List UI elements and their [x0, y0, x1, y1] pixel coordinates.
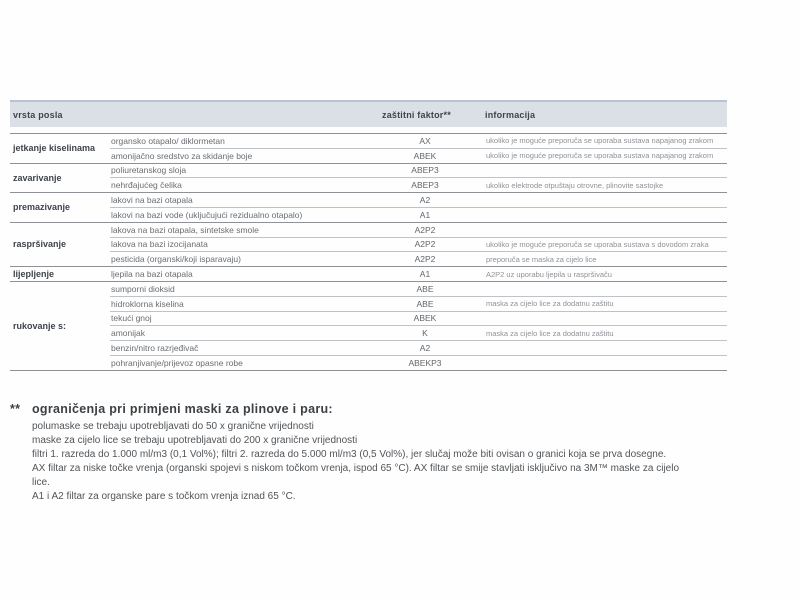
footnote-title: ograničenja pri primjeni maski za plinove i paru:	[32, 402, 333, 416]
work-category-cell: jetkanje kiselinama	[13, 143, 96, 154]
work-category-cell: zavarivanje	[13, 172, 62, 183]
footnote-line: filtri 1. razreda do 1.000 ml/m3 (0,1 Vol%); filtri 2. razreda do 5.000 ml/m3 (0,5 Vol%), jer slučaj može biti ovisan o granici koja se prva dosegne.	[32, 448, 667, 460]
table-row	[110, 193, 727, 208]
table-row	[110, 326, 727, 341]
protection-factor-cell: K	[422, 328, 428, 339]
work-item-cell: sumporni dioksid	[111, 283, 175, 294]
work-item-cell: hidroklorna kiselina	[111, 298, 184, 309]
protection-factor-cell: ABE	[416, 298, 434, 309]
group-rows	[110, 134, 727, 163]
protection-factor-cell: ABEKP3	[408, 357, 442, 368]
group-rows	[110, 223, 727, 266]
table-row	[110, 134, 727, 149]
work-item-cell: pesticida (organski/koji isparavaju)	[111, 254, 241, 265]
protection-factor-cell: ABE	[416, 283, 434, 294]
table-row	[110, 312, 727, 327]
information-cell: ukoliko je moguće preporuča se uporaba sustava s dovodom zraka	[486, 239, 709, 249]
footnote-line: A1 i A2 filtar za organske pare s točkom vrenja iznad 65 °C.	[32, 490, 296, 502]
table-row	[110, 267, 727, 281]
table-row	[110, 238, 727, 253]
table-row	[110, 164, 727, 179]
information-cell: maska za cijelo lice za dodatnu zaštitu	[486, 328, 614, 338]
table-group	[10, 282, 727, 371]
footnote-heading	[10, 402, 790, 416]
protection-factor-cell: ABEP3	[411, 165, 439, 176]
information-cell: A2P2 uz uporabu ljepila u raspršivaču	[486, 269, 612, 279]
table-group	[10, 193, 727, 223]
protection-factor-cell: A2P2	[414, 224, 436, 235]
protection-factor-cell: ABEP3	[411, 180, 439, 191]
group-rows	[110, 193, 727, 222]
group-rows	[110, 267, 727, 281]
work-category-cell: rukovanje s:	[13, 320, 67, 331]
group-rows	[110, 164, 727, 193]
work-item-cell: lakova na bazi izocijanata	[111, 239, 208, 250]
column-header-protection-factor: zaštitni faktor**	[382, 109, 451, 120]
protection-factor-cell: ABEK	[413, 313, 437, 324]
work-item-cell: lakovi na bazi vode (uključujući rezidualno otapalo)	[111, 209, 303, 220]
table-group	[10, 223, 727, 267]
footnote-line: AX filtar za niske točke vrenja (organski spojevi s niskom točkom vrenja, ispod 65 °C). AX filtar se smije stavljati isključivo na 3M™ maske za cijelo	[32, 462, 680, 474]
work-item-cell: amonijak	[111, 328, 146, 339]
information-cell: maska za cijelo lice za dodatnu zaštitu	[486, 299, 614, 309]
footnote-lines	[32, 420, 790, 503]
work-item-cell: pohranjivanje/prijevoz opasne robe	[111, 357, 243, 368]
protection-factor-cell: ABEK	[413, 150, 437, 161]
protection-factor-cell: A2P2	[414, 254, 436, 265]
work-category-cell: raspršivanje	[13, 239, 67, 250]
work-item-cell: ljepila na bazi otapala	[111, 269, 193, 280]
table-row	[110, 149, 727, 163]
table-row	[110, 252, 727, 266]
table-row	[110, 282, 727, 297]
protection-factor-table	[10, 100, 727, 371]
column-header-information: informacija	[485, 109, 536, 120]
protection-factor-cell: A1	[419, 269, 431, 280]
table-row	[110, 223, 727, 238]
table-group	[10, 267, 727, 282]
table-row	[110, 297, 727, 312]
work-item-cell: tekući gnoj	[111, 313, 152, 324]
protection-factor-cell: A2	[419, 195, 431, 206]
group-rows	[110, 282, 727, 370]
table-row	[110, 341, 727, 356]
table-group	[10, 134, 727, 164]
work-category-cell: premazivanje	[13, 202, 71, 213]
table-group	[10, 164, 727, 194]
work-item-cell: benzin/nitro razrjeđivač	[111, 343, 199, 354]
table-body	[10, 133, 727, 371]
work-item-cell: poliuretanskog sloja	[111, 165, 187, 176]
work-item-cell: nehrđajućeg čelika	[111, 180, 182, 191]
protection-factor-cell: A1	[419, 209, 431, 220]
table-row	[110, 356, 727, 370]
information-cell: ukoliko elektrode otpuštaju otrovne, plinovite sastojke	[486, 180, 664, 190]
protection-factor-cell: AX	[419, 135, 431, 146]
table-row	[110, 208, 727, 222]
footnote-line: lice.	[32, 476, 50, 488]
protection-factor-cell: A2P2	[414, 239, 436, 250]
footnote-marker: **	[10, 402, 21, 416]
work-item-cell: lakovi na bazi otapala	[111, 195, 193, 206]
information-cell: preporuča se maska za cijelo lice	[486, 254, 597, 264]
table-header-row	[10, 100, 727, 127]
work-item-cell: organsko otapalo/ diklormetan	[111, 135, 225, 146]
footnote-line: maske za cijelo lice se trebaju upotrebljavati do 200 x granične vrijednosti	[32, 434, 358, 446]
protection-factor-cell: A2	[419, 343, 431, 354]
work-item-cell: lakova na bazi otapala, sintetske smole	[111, 224, 259, 235]
footnote-section	[10, 402, 790, 503]
table-row	[110, 178, 727, 192]
information-cell: ukoliko je moguće preporuča se uporaba sustava napajanog zrakom	[486, 151, 714, 161]
information-cell: ukoliko je moguće preporuča se uporaba sustava napajanog zrakom	[486, 136, 714, 146]
work-item-cell: amonijačno sredstvo za skidanje boje	[111, 150, 253, 161]
column-header-work-type: vrsta posla	[13, 109, 63, 120]
footnote-line: polumaske se trebaju upotrebljavati do 50 x granične vrijednosti	[32, 421, 314, 432]
work-category-cell: lijepljenje	[13, 269, 55, 280]
